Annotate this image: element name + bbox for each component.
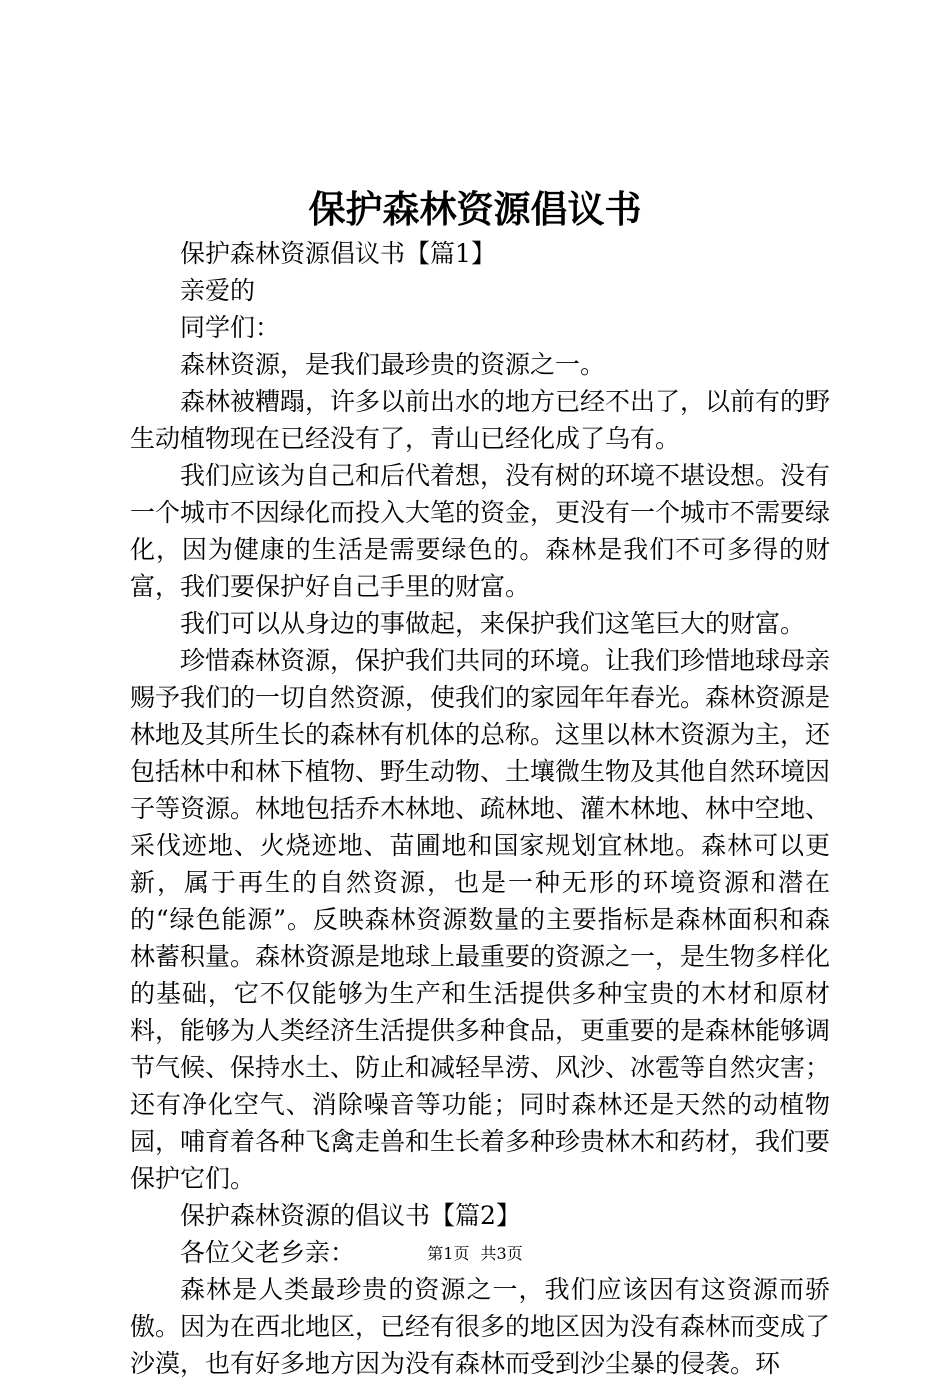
salutation-line: 同学们： (180, 313, 281, 342)
document-title: 保护森林资源倡议书 (308, 187, 642, 231)
body-paragraph: 珍惜森林资源，保护我们共同的环境。让我们珍惜地球母亲赐予我们的一切自然资源，使我们的家园年年春光。森林资源是林地及其所生长的森林有机体的总称。这里以林木资源为主，还包括林中和林下植物、野生动物、土壤微生物及其他自然环境因子等资源。林地包括乔木林地、疏林地、灌木林地、林中空地、采伐迹地、火烧迹地、苗圃地和国家规划宜林地。森林可以更新，属于再生的自然资源，也是一种无形的环境资源和潜在的“绿色能源”。反映森林资源数量的主要指标是森林面积和森林蓄积量。森林资源是地球上最重要的资源之一，是生物多样化的基础，它不仅能够为生产和生活提供多种宝贵的木材和原材料，能够为人类经济生活提供多种食品，更重要的是森林能够调节气候、保持水土、防止和减轻旱涝、风沙、冰雹等自然灾害；还有净化空气、消除噪音等功能；同时森林还是天然的动植物园，哺育着各种飞禽走兽和生长着多种珍贵林木和药材，我们要保护它们。 (130, 646, 831, 1193)
salutation-line: 亲爱的 (180, 276, 256, 305)
page-total: 共3页 (480, 1244, 523, 1263)
document-body (130, 235, 830, 1382)
body-paragraph: 森林是人类最珍贵的资源之一，我们应该因有这资源而骄傲。因为在西北地区，已经有很多的地区因为没有森林而变成了沙漠，也有好多地方因为没有森林而受到沙尘暴的侵袭。环 (130, 1275, 831, 1378)
body-paragraph: 森林被糟蹋，许多以前出水的地方已经不出了，以前有的野生动植物现在已经没有了，青山已经化成了乌有。 (130, 387, 831, 453)
body-paragraph: 我们可以从身边的事做起，来保护我们这笔巨大的财富。 (180, 609, 806, 638)
salutation-line: 各位父老乡亲： (180, 1238, 356, 1267)
body-paragraph: 森林资源，是我们最珍贵的资源之一。 (180, 350, 606, 379)
section-heading-2: 保护森林资源的倡议书【篇2】 (180, 1201, 521, 1230)
body-paragraph: 我们应该为自己和后代着想，没有树的环境不堪设想。没有一个城市不因绿化而投入大笔的资金，更没有一个城市不需要绿化，因为健康的生活是需要绿色的。森林是我们不可多得的财富，我们要保护好自己手里的财富。 (130, 461, 831, 601)
section-heading-1: 保护森林资源倡议书【篇1】 (180, 239, 496, 268)
page-footer (0, 1243, 950, 1265)
page-number: 第1页 (427, 1244, 470, 1263)
